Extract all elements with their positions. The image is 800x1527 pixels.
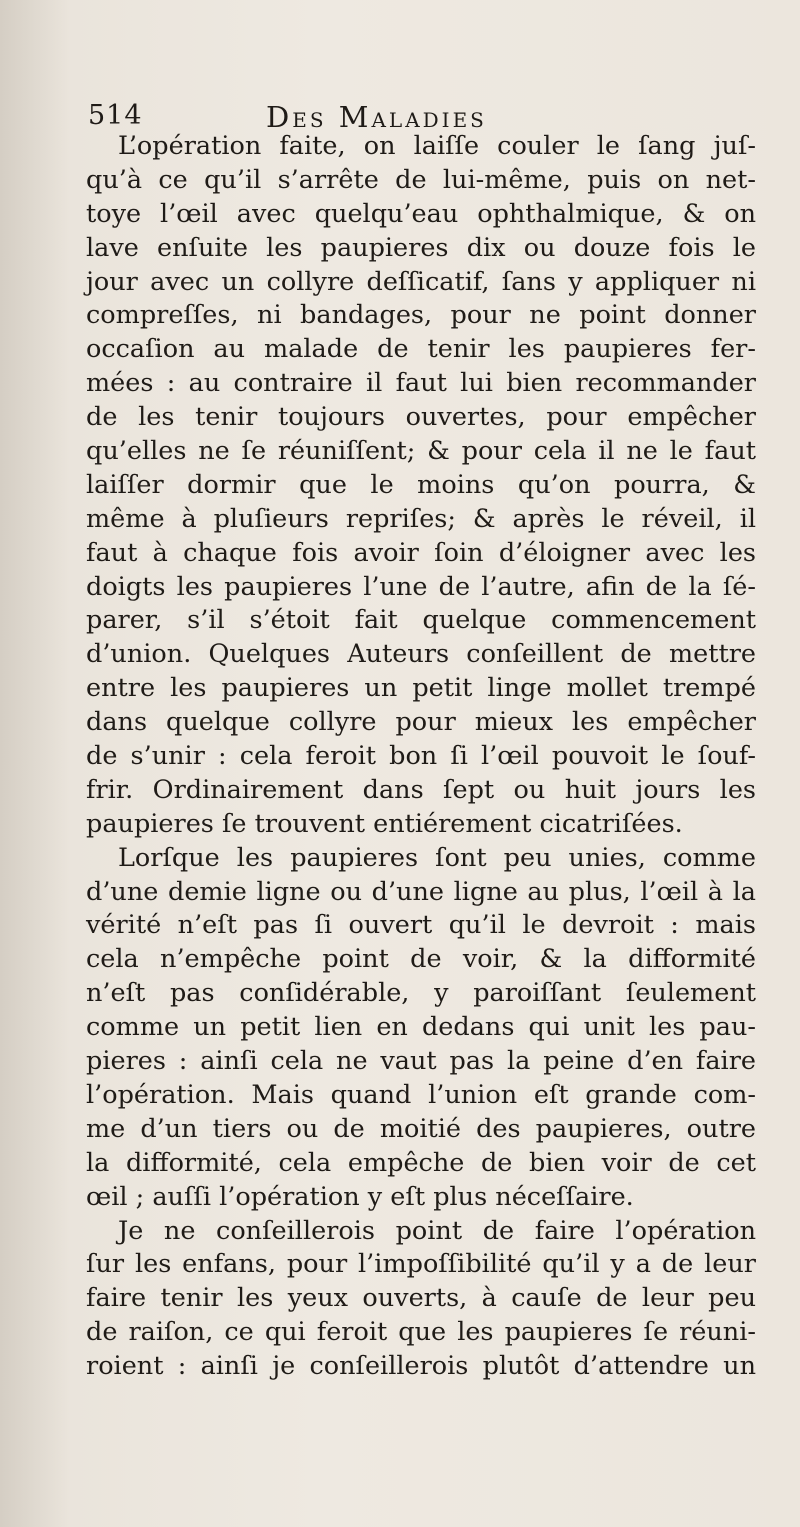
text-line: lave enſuite les paupieres dix ou douze fois le bbox=[86, 232, 756, 263]
text-line: jour avec un collyre deſſicatif, ſans y appliquer ni bbox=[86, 266, 756, 297]
text-line: compreſſes, ni bandages, pour ne point donner bbox=[86, 300, 756, 331]
text-line: faire tenir les yeux ouverts, à cauſe de leur peu bbox=[86, 1283, 756, 1314]
text-line: comme un petit lien en dedans qui unit les pau- bbox=[86, 1012, 756, 1043]
text-line: roient : ainſi je conſeillerois plutôt d’attendre un bbox=[86, 1351, 756, 1382]
text-line: faut à chaque fois avoir ſoin d’éloigner avec les bbox=[86, 537, 756, 568]
body-text bbox=[86, 130, 756, 1384]
text-line: d’une demie ligne ou d’une ligne au plus, l’œil à la bbox=[86, 876, 756, 907]
text-line: doigts les paupieres l’une de l’autre, afin de la ſé- bbox=[86, 571, 756, 602]
text-line: vérité n’eſt pas ſi ouvert qu’il le devroit : mais bbox=[86, 910, 756, 941]
text-line: Je ne conſeillerois point de faire l’opération bbox=[118, 1215, 756, 1246]
text-line: même à pluſieurs repriſes; & après le réveil, il bbox=[86, 503, 756, 534]
text-line: qu’à ce qu’il s’arrête de lui-même, puis on net- bbox=[86, 164, 756, 195]
text-line: me d’un tiers ou de moitié des paupieres, outre bbox=[86, 1113, 756, 1144]
text-line: entre les paupieres un petit linge mollet trempé bbox=[86, 673, 756, 704]
text-line: pieres : ainſi cela ne vaut pas la peine d’en faire bbox=[86, 1046, 756, 1077]
text-line: paupieres ſe trouvent entiérement cicatriſées. bbox=[86, 808, 683, 839]
text-line: laiſſer dormir que le moins qu’on pourra, & bbox=[86, 469, 756, 500]
text-line: ſur les enfans, pour l’impoſſibilité qu’il y a de leur bbox=[86, 1249, 756, 1280]
text-line: parer, s’il s’étoit fait quelque commencement bbox=[86, 605, 756, 636]
text-line: L’opération faite, on laiſſe couler le ſang juſ- bbox=[118, 131, 756, 161]
running-title: Des Maladies bbox=[266, 100, 487, 134]
text-line: l’opération. Mais quand l’union eſt grande com- bbox=[86, 1079, 756, 1110]
text-line: qu’elles ne ſe réuniſſent; & pour cela il ne le faut bbox=[86, 436, 756, 467]
text-line: mées : au contraire il faut lui bien recommander bbox=[86, 368, 756, 399]
text-line: toye l’œil avec quelqu’eau ophthalmique, & on bbox=[86, 198, 756, 229]
text-line: de les tenir toujours ouvertes, pour empêcher bbox=[86, 402, 756, 433]
text-line: de s’unir : cela feroit bon ſi l’œil pouvoit le ſouf- bbox=[86, 741, 756, 772]
text-line: Lorſque les paupieres ſont peu unies, comme bbox=[118, 842, 756, 873]
page-number: 514 bbox=[88, 100, 143, 131]
text-line: la difformité, cela empêche de bien voir de cet bbox=[86, 1147, 756, 1178]
text-line: dans quelque collyre pour mieux les empêcher bbox=[86, 707, 756, 738]
gutter-shadow bbox=[0, 0, 70, 1527]
text-line: occaſion au malade de tenir les paupieres fer- bbox=[86, 334, 756, 365]
text-line: cela n’empêche point de voir, & la difformité bbox=[86, 944, 756, 975]
text-line: œil ; auſſi l’opération y eſt plus néceſſaire. bbox=[86, 1181, 634, 1212]
text-line: n’eſt pas conſidérable, y paroiſſant ſeulement bbox=[86, 978, 756, 1009]
text-line: frir. Ordinairement dans ſept ou huit jours les bbox=[86, 774, 756, 805]
text-line: d’union. Quelques Auteurs conſeillent de mettre bbox=[86, 639, 756, 670]
text-line: de raiſon, ce qui feroit que les paupieres ſe réuni- bbox=[86, 1317, 756, 1348]
